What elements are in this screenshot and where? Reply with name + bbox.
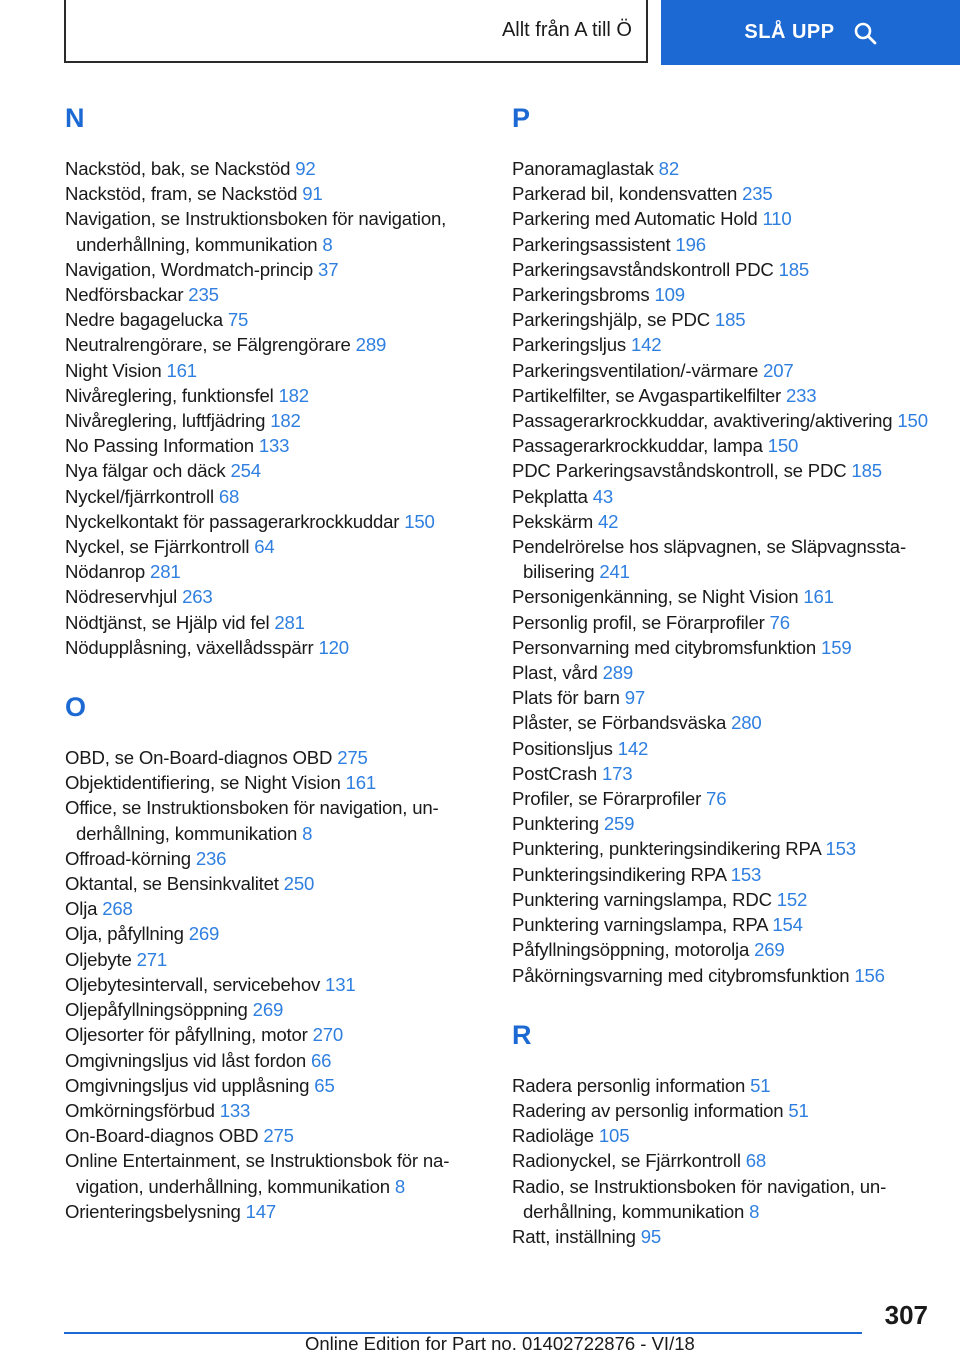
entry-page-link[interactable]: 109: [654, 284, 685, 306]
index-column-right: [512, 96, 952, 1249]
index-entry: [512, 1148, 952, 1173]
index-entry: [512, 736, 952, 761]
entry-text: On-Board-diagnos OBD: [65, 1125, 259, 1147]
entry-page-link[interactable]: 259: [603, 813, 635, 835]
entry-text: Parkerad bil, kondensvatten: [512, 183, 738, 205]
index-entry: [65, 484, 505, 509]
section-letter: P: [512, 103, 531, 133]
entry-text: Omgivningsljus vid låst fordon: [65, 1049, 306, 1071]
entry-text: Office, se Instruktionsboken för navigation, underhållning, kommunikation: [65, 797, 439, 844]
entry-page-link[interactable]: 235: [188, 284, 219, 306]
index-entry: [512, 584, 952, 609]
entry-text: Olja: [65, 898, 98, 920]
index-entry: [512, 786, 952, 811]
entry-page-link[interactable]: 150: [897, 410, 928, 432]
index-entry: [65, 282, 505, 307]
entry-text: PDC Parkeringsavståndskontroll, se PDC: [512, 460, 847, 482]
entry-page-link[interactable]: 8: [749, 1200, 760, 1222]
index-section: [512, 96, 952, 988]
index-entry: [65, 559, 505, 584]
entry-page-link[interactable]: 8: [322, 233, 333, 255]
index-entry: [65, 1048, 505, 1073]
index-entry: [65, 332, 505, 357]
entry-page-link[interactable]: 182: [278, 384, 309, 406]
entry-text: Omgivningsljus vid upplåsning: [65, 1074, 310, 1096]
index-entry: [65, 635, 505, 660]
index-entry: [65, 997, 505, 1022]
index-entry: [65, 795, 505, 845]
entry-text: Positionsljus: [512, 737, 613, 759]
entry-text: Pendelrörelse hos släpvagnen, se Släpvagnsstabilisering: [512, 536, 907, 583]
entry-page-link[interactable]: 43: [592, 485, 613, 507]
index-entry: [512, 383, 952, 408]
index-entry: [65, 1073, 505, 1098]
entry-text: Olja, påfyllning: [65, 923, 184, 945]
entry-text: Parkeringsassistent: [512, 233, 671, 255]
entry-page-link[interactable]: 105: [598, 1125, 630, 1147]
entry-text: Online Entertainment, se Instruktionsbok för navigation, underhållning, kommunikation: [65, 1150, 450, 1197]
entry-page-link[interactable]: 271: [136, 948, 168, 970]
entry-text: Omkörningsförbud: [65, 1099, 215, 1121]
index-entry: [512, 912, 952, 937]
index-section: [512, 1013, 952, 1249]
entry-text: OBD, se On-Board-diagnos OBD: [65, 747, 333, 769]
index-entry: [512, 307, 952, 332]
entry-page-link[interactable]: 147: [245, 1200, 277, 1222]
entry-text: Personvarning med citybromsfunktion: [512, 636, 817, 658]
entry-page-link[interactable]: 185: [778, 258, 810, 280]
entry-page-link[interactable]: 185: [851, 460, 882, 482]
index-entry: [65, 921, 505, 946]
entry-page-link[interactable]: 185: [714, 309, 746, 331]
entry-page-link[interactable]: 66: [310, 1049, 332, 1071]
search-icon: [853, 21, 877, 45]
entry-text: Punkteringsindikering RPA: [512, 863, 726, 885]
index-entry: [512, 1123, 952, 1148]
index-section: [65, 685, 505, 1224]
entry-page-link[interactable]: 161: [345, 772, 377, 794]
entry-text: Objektidentifiering, se Night Vision: [65, 772, 341, 794]
entry-text: Parkeringsavståndskontroll PDC: [512, 258, 774, 280]
entry-text: Nya fälgar och däck: [65, 460, 226, 482]
entry-page-link[interactable]: 154: [772, 914, 803, 936]
entry-page-link[interactable]: 159: [821, 636, 852, 658]
entry-text: Navigation, se Instruktionsboken för navigation, underhållning, kommunikation: [65, 208, 447, 255]
entry-page-link[interactable]: 75: [227, 309, 249, 331]
entry-page-link[interactable]: 133: [258, 435, 290, 457]
entry-text: Parkeringshjälp, se PDC: [512, 309, 710, 331]
entry-page-link[interactable]: 131: [325, 973, 356, 995]
entry-text: Nackstöd, bak, se Nackstöd: [65, 158, 291, 179]
entry-text: Radio, se Instruktionsboken för navigation, underhållning, kommunikation: [512, 1175, 887, 1222]
entry-page-link[interactable]: 269: [252, 999, 284, 1021]
entry-text: Nivåreglering, luftfjädring: [65, 410, 266, 432]
index-entry: [512, 1174, 952, 1224]
entry-page-link[interactable]: 289: [355, 334, 387, 356]
entry-text: Nödanrop: [65, 561, 146, 583]
entry-page-link[interactable]: 150: [404, 510, 435, 532]
entry-page-link[interactable]: 51: [788, 1099, 809, 1121]
entry-page-link[interactable]: 250: [283, 873, 315, 895]
entry-page-link[interactable]: 150: [767, 435, 799, 457]
entry-text: Radering av personlig information: [512, 1099, 784, 1121]
index-entry: [512, 156, 952, 181]
entry-text: Partikelfilter, se Avgaspartikelfilter: [512, 384, 782, 406]
entry-page-link[interactable]: 281: [274, 611, 305, 633]
search-tab[interactable]: [661, 0, 960, 65]
entry-page-link[interactable]: 235: [742, 183, 773, 205]
index-entry: [65, 1098, 505, 1123]
entry-page-link[interactable]: 120: [318, 636, 349, 658]
index-entry: [512, 836, 952, 861]
entry-page-link[interactable]: 110: [762, 208, 792, 230]
entry-text: Plats för barn: [512, 687, 620, 709]
entry-page-link[interactable]: 281: [150, 561, 181, 583]
entry-page-link[interactable]: 173: [601, 762, 633, 784]
index-entry: [65, 156, 505, 181]
entry-page-link[interactable]: 92: [295, 158, 316, 179]
index-entry: [512, 685, 952, 710]
entry-page-link[interactable]: 142: [630, 334, 662, 356]
entry-text: Parkeringsbroms: [512, 284, 650, 306]
entry-text: Offroad-körning: [65, 847, 191, 869]
entry-page-link[interactable]: 37: [318, 258, 339, 280]
index-entry: [512, 887, 952, 912]
entry-text: Punktering varningslampa, RDC: [512, 888, 772, 910]
index-tab-label: Allt från A till Ö: [501, 19, 632, 41]
entry-text: Punktering varningslampa, RPA: [512, 914, 768, 936]
entry-text: Nedre bagagelucka: [65, 309, 223, 331]
index-entry: [65, 534, 505, 559]
index-entry: [65, 408, 505, 433]
index-entry: [512, 484, 952, 509]
entry-text: Passagerarkrockkuddar, lampa: [512, 435, 763, 457]
index-section: [65, 96, 505, 660]
index-entry: [512, 963, 952, 988]
entry-text: Nedförsbackar: [65, 284, 184, 306]
index-column-left: [65, 96, 505, 1224]
entry-text: Påkörningsvarning med citybromsfunktion: [512, 964, 850, 986]
entry-page-link[interactable]: 289: [602, 662, 634, 684]
index-entry: [65, 972, 505, 997]
index-entry: [512, 534, 952, 584]
entry-page-link[interactable]: 91: [302, 183, 323, 205]
index-entry: [512, 257, 952, 282]
section-letter: R: [512, 1019, 532, 1050]
entry-text: Punktering: [512, 813, 599, 835]
index-entry: [65, 458, 505, 483]
entry-page-link[interactable]: 269: [754, 939, 785, 961]
entry-page-link[interactable]: 133: [219, 1099, 251, 1121]
index-entry: [512, 408, 952, 433]
page-number: 307: [884, 1300, 928, 1330]
entry-page-link[interactable]: 280: [731, 712, 762, 734]
index-entry: [65, 509, 505, 534]
index-entry: [512, 761, 952, 786]
index-entry: [512, 282, 952, 307]
entry-page-link[interactable]: 233: [786, 384, 817, 406]
entry-text: Nivåreglering, funktionsfel: [65, 384, 274, 406]
entry-text: Nackstöd, fram, se Nackstöd: [65, 183, 298, 205]
index-entry: [65, 181, 505, 206]
entry-text: Parkering med Automatic Hold: [512, 208, 758, 230]
entry-text: Nyckel, se Fjärrkontroll: [65, 536, 250, 558]
index-entry: [512, 1098, 952, 1123]
entry-text: Nödtjänst, se Hjälp vid fel: [65, 611, 270, 633]
entry-page-link[interactable]: 97: [624, 687, 646, 709]
edition-text: Online Edition for Part no. 01402722876 - VI/18: [305, 1333, 695, 1354]
index-entry: [65, 871, 505, 896]
index-entry: [65, 307, 505, 332]
entry-text: Plåster, se Förbandsväska: [512, 712, 727, 734]
entry-page-link[interactable]: 182: [270, 410, 301, 432]
index-entry: [512, 332, 952, 357]
entry-text: Punktering, punkteringsindikering RPA: [512, 838, 821, 860]
index-entry: [65, 1123, 505, 1148]
index-entry: [65, 610, 505, 635]
search-tab-label: SLÅ UPP: [744, 21, 835, 43]
index-entry: [512, 862, 952, 887]
entry-text: Personlig profil, se Förarprofiler: [512, 611, 765, 633]
index-entry: [65, 433, 505, 458]
index-entry: [512, 358, 952, 383]
index-tab[interactable]: [64, 0, 648, 63]
entry-text: Oljesorter för påfyllning, motor: [65, 1024, 308, 1046]
index-entry: [512, 1073, 952, 1098]
index-entry: [512, 1224, 952, 1249]
entry-page-link[interactable]: 275: [337, 747, 368, 769]
entry-page-link[interactable]: 76: [706, 788, 727, 810]
index-entry: [65, 947, 505, 972]
entry-page-link[interactable]: 275: [263, 1125, 294, 1147]
entry-page-link[interactable]: 8: [302, 822, 313, 844]
entry-text: Neutralrengörare, se Fälgrengörare: [65, 334, 351, 356]
entry-text: Nyckelkontakt för passagerarkrockkuddar: [65, 510, 400, 532]
entry-page-link[interactable]: 68: [218, 485, 240, 507]
index-entry: [512, 937, 952, 962]
index-entry: [512, 635, 952, 660]
index-entry: [512, 181, 952, 206]
entry-page-link[interactable]: 8: [394, 1175, 405, 1197]
entry-text: Oljepåfyllningsöppning: [65, 999, 248, 1021]
index-entry: [65, 846, 505, 871]
entry-page-link[interactable]: 68: [745, 1150, 767, 1172]
entry-text: Oljebyte: [65, 948, 132, 970]
entry-text: Radera personlig information: [512, 1074, 746, 1096]
entry-page-link[interactable]: 263: [182, 586, 213, 608]
index-entry: [512, 710, 952, 735]
index-entry: [65, 206, 505, 256]
entry-text: Navigation, Wordmatch-princip: [65, 258, 314, 280]
entry-text: Night Vision: [65, 359, 162, 381]
entry-page-link[interactable]: 64: [254, 536, 275, 558]
entry-page-link[interactable]: 269: [188, 923, 220, 945]
index-entry: [512, 206, 952, 231]
entry-page-link[interactable]: 196: [675, 233, 706, 255]
section-letter: O: [65, 692, 87, 723]
entry-text: Radioläge: [512, 1125, 594, 1147]
entry-text: Nödreservhjul: [65, 586, 178, 608]
entry-page-link[interactable]: 51: [750, 1074, 771, 1096]
entry-page-link[interactable]: 161: [166, 359, 197, 381]
entry-text: No Passing Information: [65, 435, 254, 457]
entry-text: Profiler, se Förarprofiler: [512, 788, 702, 810]
index-entry: [65, 358, 505, 383]
entry-page-link[interactable]: 82: [658, 158, 679, 179]
index-entry: [512, 660, 952, 685]
entry-text: Parkeringsljus: [512, 334, 626, 356]
entry-page-link[interactable]: 254: [230, 460, 261, 482]
entry-page-link[interactable]: 161: [803, 586, 834, 608]
entry-text: Nödupplåsning, växellådsspärr: [65, 636, 314, 658]
index-entry: [65, 896, 505, 921]
entry-page-link[interactable]: 270: [312, 1024, 344, 1046]
index-entry: [512, 433, 952, 458]
entry-page-link[interactable]: 207: [763, 359, 794, 381]
index-entry: [65, 383, 505, 408]
entry-text: Pekplatta: [512, 485, 588, 507]
index-entry: [65, 257, 505, 282]
entry-text: Panoramaglastak: [512, 158, 654, 179]
entry-page-link[interactable]: 153: [730, 863, 762, 885]
entry-page-link[interactable]: 152: [776, 888, 808, 910]
entry-text: Ratt, inställning: [512, 1225, 636, 1247]
entry-page-link[interactable]: 142: [617, 737, 649, 759]
entry-page-link[interactable]: 156: [854, 964, 885, 986]
index-entry: [512, 458, 952, 483]
entry-text: Oljebytesintervall, servicebehov: [65, 973, 321, 995]
entry-text: Pekskärm: [512, 510, 594, 532]
index-entry: [65, 584, 505, 609]
entry-text: PostCrash: [512, 762, 598, 784]
section-letter: N: [65, 103, 85, 133]
entry-text: Plast, vård: [512, 662, 598, 684]
entry-page-link[interactable]: 241: [599, 561, 630, 583]
entry-page-link[interactable]: 65: [314, 1074, 335, 1096]
index-entry: [512, 232, 952, 257]
index-entry: [65, 745, 505, 770]
entry-text: Orienteringsbelysning: [65, 1200, 241, 1222]
entry-page-link[interactable]: 268: [102, 898, 133, 920]
index-entry: [65, 1199, 505, 1224]
entry-text: Passagerarkrockkuddar, avaktivering/aktivering: [512, 410, 893, 432]
entry-text: Personigenkänning, se Night Vision: [512, 586, 799, 608]
entry-page-link[interactable]: 95: [640, 1225, 661, 1247]
entry-text: Radionyckel, se Fjärrkontroll: [512, 1150, 741, 1172]
index-entry: [512, 509, 952, 534]
entry-page-link[interactable]: 236: [195, 847, 227, 869]
entry-text: Parkeringsventilation/-värmare: [512, 359, 759, 381]
index-entry: [65, 1022, 505, 1047]
entry-text: Nyckel/fjärrkontroll: [65, 485, 214, 507]
index-entry: [65, 1148, 505, 1198]
entry-page-link[interactable]: 153: [825, 838, 856, 860]
index-entry: [65, 770, 505, 795]
entry-text: Påfyllningsöppning, motorolja: [512, 939, 750, 961]
index-entry: [512, 610, 952, 635]
entry-page-link[interactable]: 42: [598, 510, 619, 532]
entry-page-link[interactable]: 76: [769, 611, 790, 633]
index-entry: [512, 811, 952, 836]
entry-text: Oktantal, se Bensinkvalitet: [65, 873, 279, 895]
header: [0, 0, 960, 66]
